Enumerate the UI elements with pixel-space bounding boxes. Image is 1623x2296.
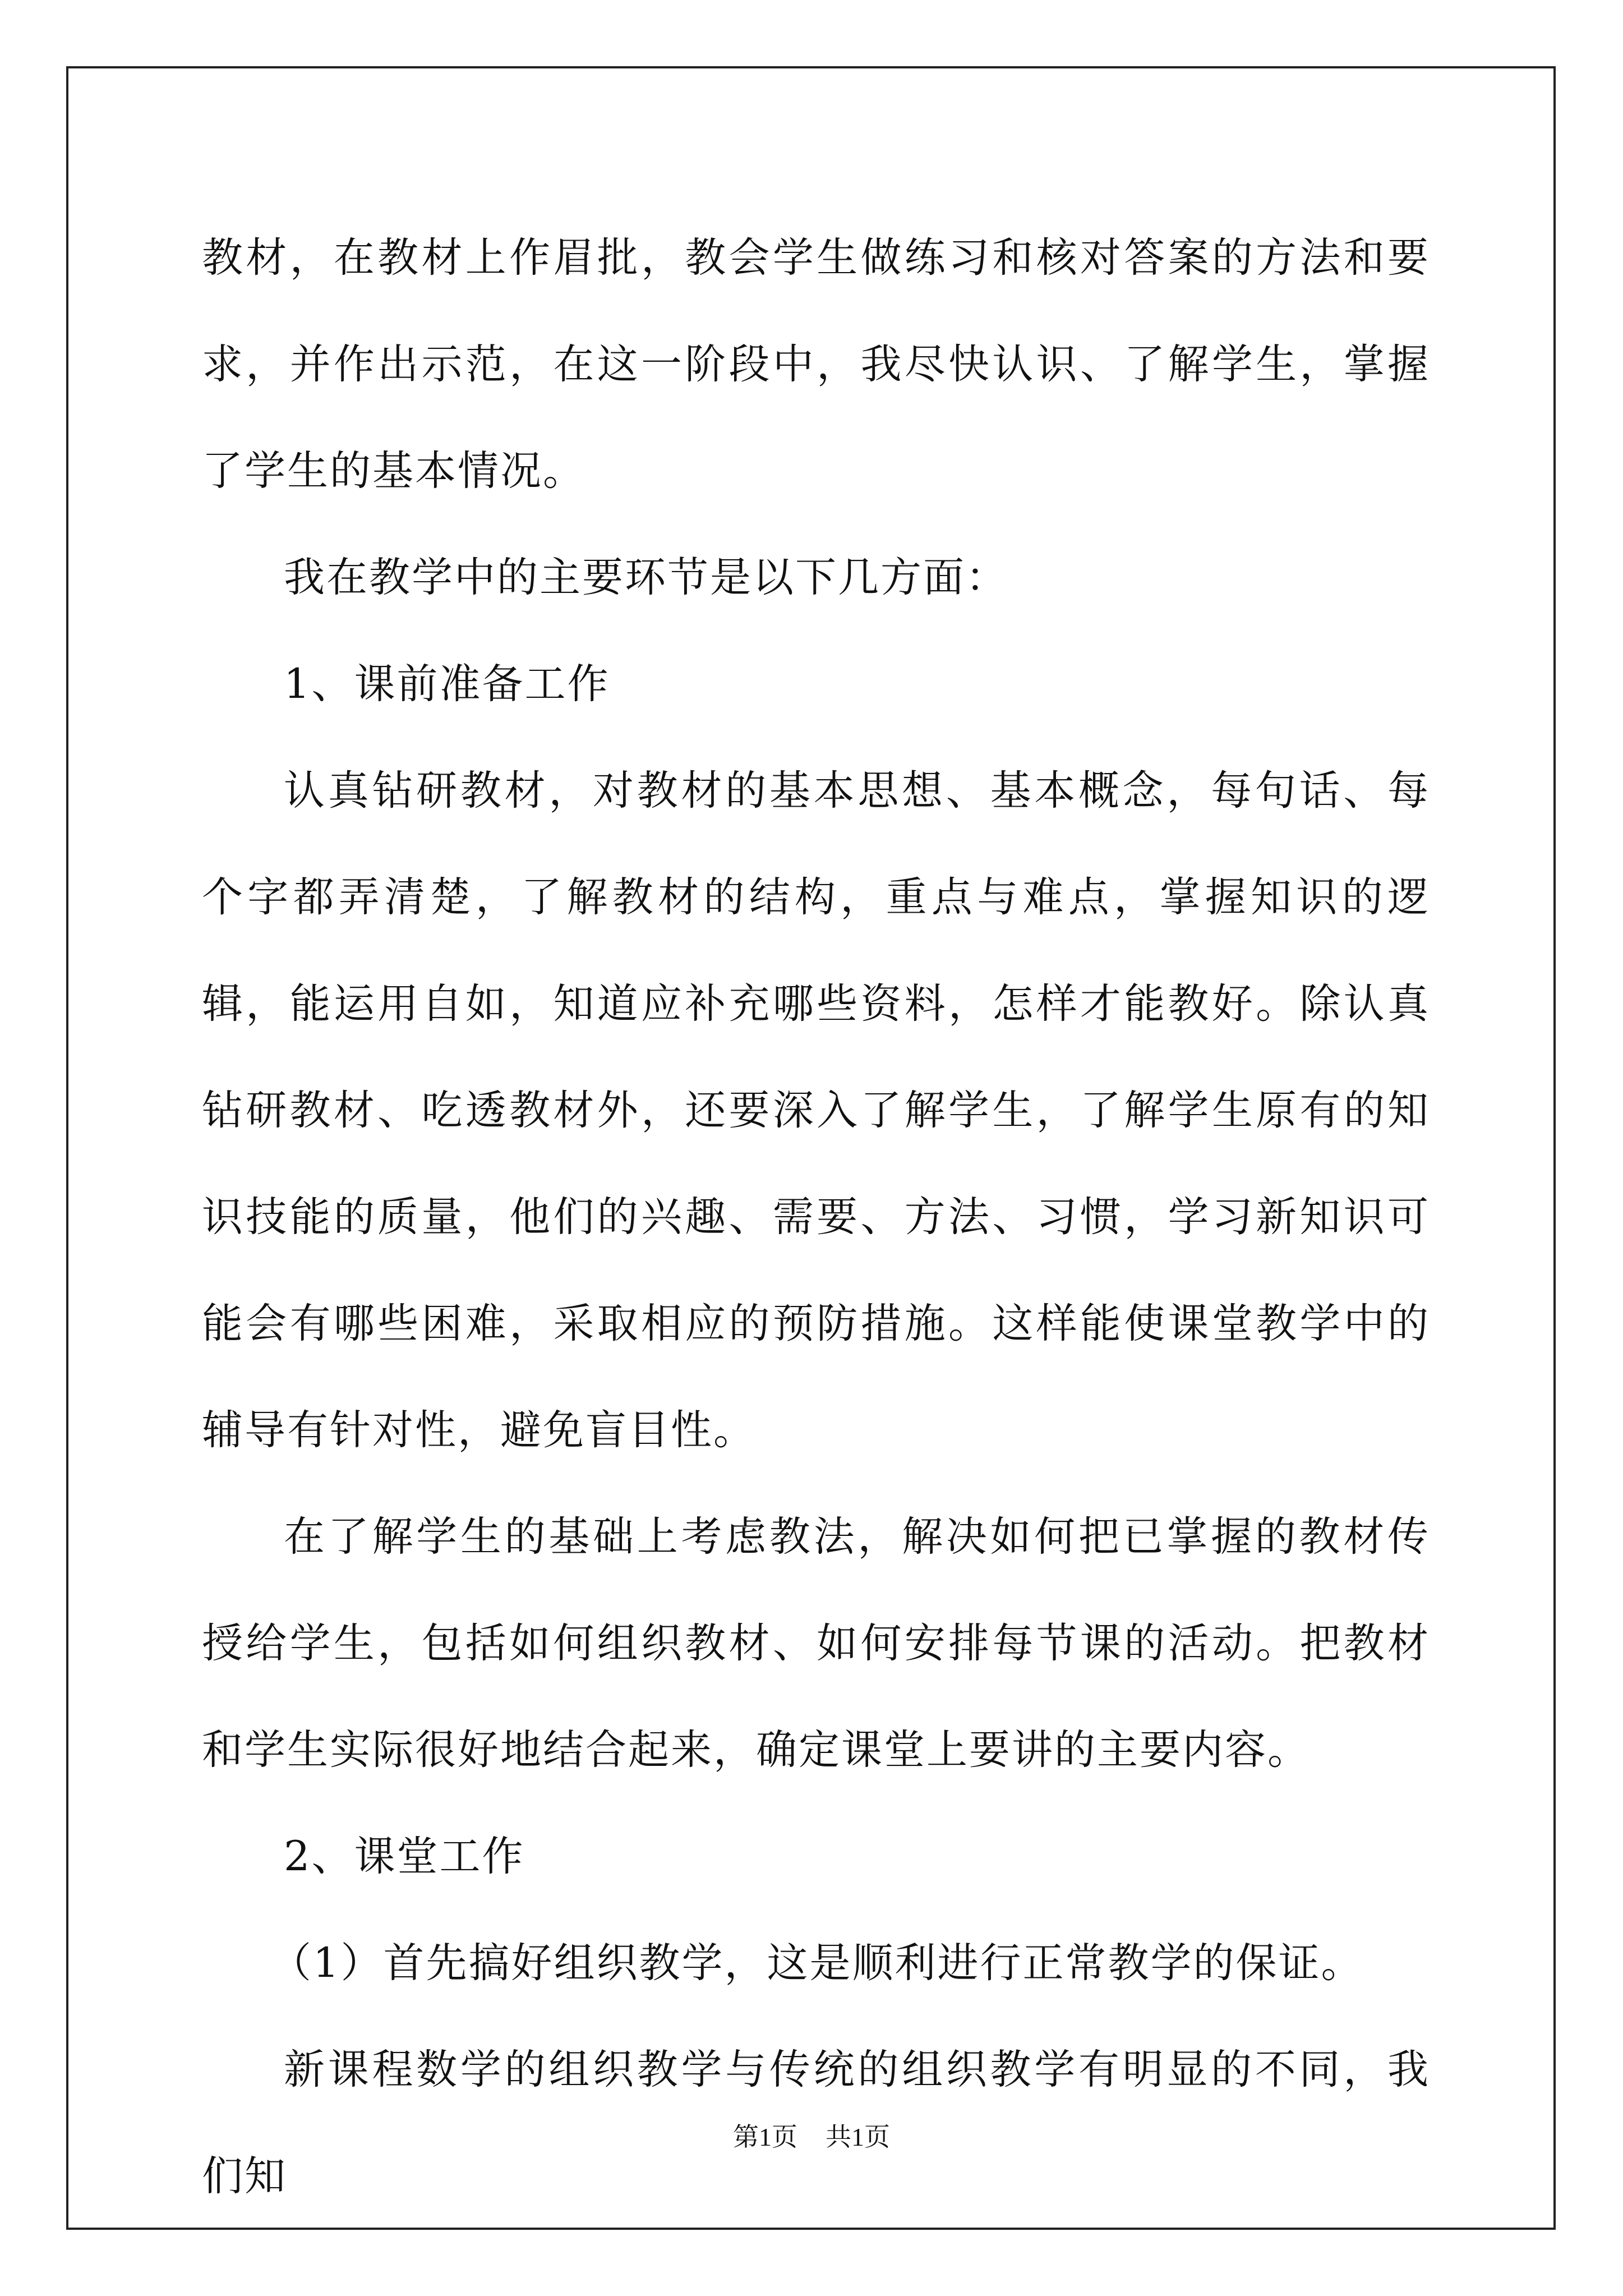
paragraph-new-curriculum: 新课程数学的组织教学与传统的组织教学有明显的不同，我们知: [202, 2046, 1430, 2200]
page-footer: [0, 2120, 1623, 2154]
document-body: [202, 205, 1430, 2230]
page-number-current: 第1页: [733, 2123, 797, 2151]
subsection-heading-1: （1）首先搞好组织教学，这是顺利进行正常教学的保证。: [270, 1939, 1364, 1987]
section-heading-1: 1、课前准备工作: [284, 660, 610, 708]
section-heading-2: 2、课堂工作: [284, 1833, 525, 1880]
paragraph-intro: 我在教学中的主要环节是以下几方面：: [284, 554, 1008, 601]
page-number-total: 共1页: [826, 2123, 890, 2151]
paragraph-teaching-method: 在了解学生的基础上考虑教法，解决如何把已掌握的教材传授给学生，包括如何组织教材、如何安排每节课的活动。把教材和学生实际很好地结合起来，确定课堂上要讲的主要内容。: [202, 1513, 1430, 1774]
paragraph-continuation: 教材，在教材上作眉批，教会学生做练习和核对答案的方法和要求，并作出示范，在这一阶段中，我尽快认识、了解学生，掌握了学生的基本情况。: [202, 234, 1430, 495]
paragraph-preparation: 认真钻研教材，对教材的基本思想、基本概念，每句话、每个字都弄清楚，了解教材的结构，重点与难点，掌握知识的逻辑，能运用自如，知道应补充哪些资料，怎样才能教好。除认真钻研教材、吃透教材外，还要深入了解学生，了解学生原有的知识技能的质量，他们的兴趣、需要、方法、习惯，学习新知识可能会有哪些困难，采取相应的预防措施。这样能使课堂教学中的辅导有针对性，避免盲目性。: [202, 767, 1430, 1454]
